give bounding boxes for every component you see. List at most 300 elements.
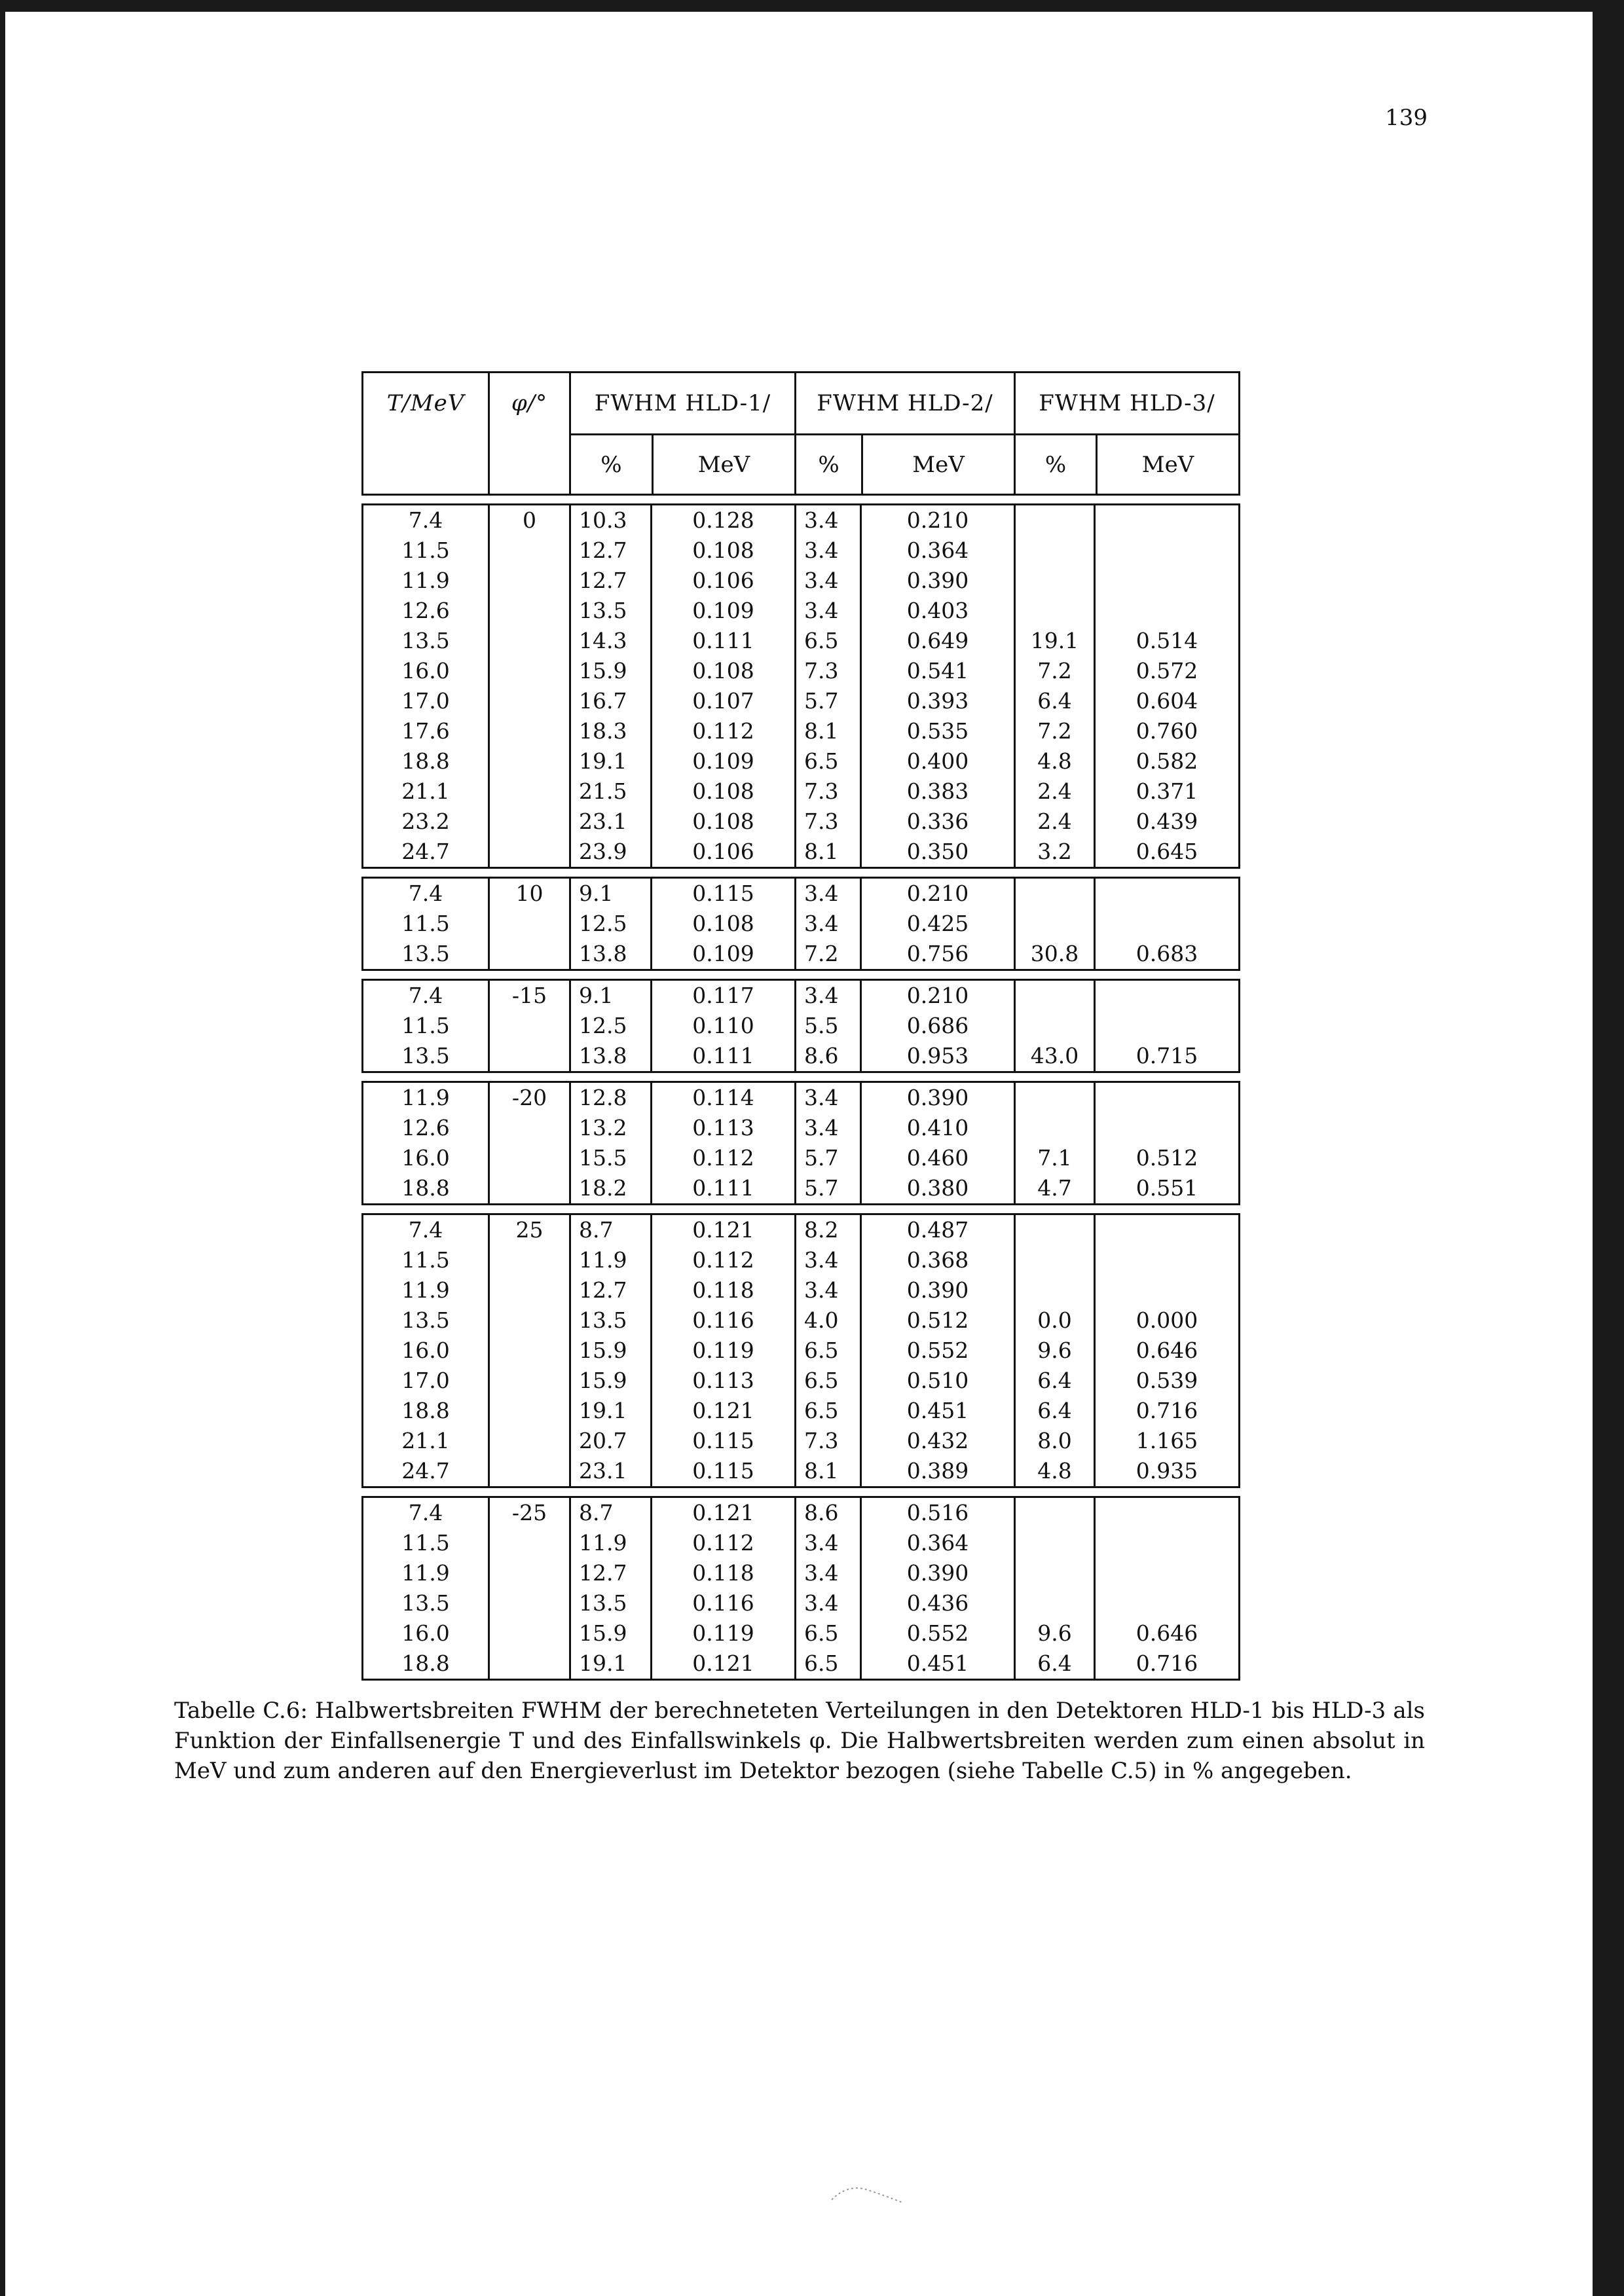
table-cell [1096, 1215, 1238, 1245]
table-cell: -15 [511, 983, 547, 1008]
header-hld1-pct: % [600, 451, 622, 478]
table-cell [1096, 566, 1238, 596]
column-h2p [796, 1498, 862, 1679]
column-h3p [1016, 1215, 1096, 1486]
table-cell: 3.4 [804, 1247, 839, 1273]
table-cell: 0.390 [906, 1277, 969, 1303]
table-cell: 0.380 [906, 1175, 969, 1201]
table-cell: 12.7 [579, 1277, 627, 1303]
table-cell: 15.5 [579, 1145, 627, 1171]
table-cell: 24.7 [401, 839, 450, 864]
table-cell: 3.4 [804, 1560, 839, 1586]
table-cell: 7.4 [408, 881, 443, 906]
table-cell: 3.4 [804, 507, 839, 533]
table-cell: 8.6 [804, 1043, 839, 1068]
table-cell: 0.487 [906, 1217, 969, 1243]
table-cell: 12.6 [401, 598, 450, 623]
table-cell: 25 [515, 1217, 544, 1243]
table-cell: 4.8 [1037, 1458, 1072, 1484]
column-phi [490, 1215, 571, 1486]
table-cell: 7.3 [804, 778, 839, 804]
table-cell [1096, 909, 1238, 939]
table-cell: 18.8 [401, 1175, 450, 1201]
table-cell: 0.646 [1135, 1620, 1198, 1646]
column-h2p [796, 1083, 862, 1203]
table-cell: 0.111 [692, 1175, 754, 1201]
table-cell: 0.439 [1135, 809, 1198, 834]
table-cell: 0.390 [906, 1560, 969, 1586]
table-cell [1096, 1011, 1238, 1041]
header-hld2-label: FWHM HLD-2/ [817, 390, 993, 416]
column-h3p [1016, 879, 1096, 969]
header-hld3-label: FWHM HLD-3/ [1039, 390, 1215, 416]
table-cell [490, 1113, 569, 1143]
table-cell: 3.4 [804, 538, 839, 563]
table-cell: 11.9 [401, 1277, 450, 1303]
table-cell: 30.8 [1030, 941, 1079, 966]
table-cell: 0.108 [692, 778, 754, 804]
table-cell: 6.4 [1037, 1650, 1072, 1676]
scan-border-right [1593, 0, 1624, 2296]
table-cell: 23.9 [579, 839, 627, 864]
table-cell [490, 1245, 569, 1275]
table-cell: 0.368 [906, 1247, 969, 1273]
table-cell: 0.116 [692, 1590, 754, 1616]
table-cell: 16.0 [401, 1145, 450, 1171]
table-cell [1016, 1275, 1094, 1305]
table-cell: 12.8 [579, 1085, 627, 1110]
table-cell: 6.5 [804, 1650, 839, 1676]
table-cell [490, 1649, 569, 1679]
table-cell: 0.364 [906, 1530, 969, 1556]
header-hld2-pct: % [818, 451, 840, 478]
table-cell: 0.115 [692, 881, 754, 906]
table-cell: 19.1 [579, 748, 627, 774]
column-h1p [571, 1215, 652, 1486]
column-h3m [1096, 505, 1238, 867]
table-cell [1096, 1245, 1238, 1275]
table-cell: 0.113 [692, 1115, 754, 1140]
table-cell: 0.451 [906, 1398, 969, 1423]
table-cell [1016, 909, 1094, 939]
table-cell: 0.516 [906, 1500, 969, 1525]
column-h2p [796, 1215, 862, 1486]
table-cell: 18.8 [401, 748, 450, 774]
table-cell: 0.108 [692, 658, 754, 683]
table-cell: 4.0 [804, 1307, 839, 1333]
table-cell [1016, 1011, 1094, 1041]
column-h1m [652, 1083, 796, 1203]
table-cell: 12.7 [579, 538, 627, 563]
header-hld2-mev: MeV [861, 435, 1014, 494]
table-cell [1016, 596, 1094, 626]
header-phi [490, 373, 571, 494]
table-cell: 9.1 [579, 881, 614, 906]
table-cell [1016, 536, 1094, 566]
table-cell [1096, 1113, 1238, 1143]
table-cell: 0.112 [692, 1247, 754, 1273]
column-h2m [862, 1215, 1016, 1486]
column-h1m [652, 1498, 796, 1679]
table-cell [490, 1618, 569, 1649]
table-cell: 8.0 [1037, 1428, 1072, 1453]
column-phi [490, 879, 571, 969]
table-cell: 23.1 [579, 1458, 627, 1484]
table-cell: 11.5 [401, 1247, 450, 1273]
table-cell: 0 [523, 507, 536, 533]
table-group-phi-25 [361, 1213, 1240, 1488]
caption-text: Halbwertsbreiten FWHM der berechneteten Verteilungen in den Detektoren HLD-1 bis HLD-3 als Funktion der Einfallsenergie T und des Einfallswinkels φ. Die Halbwertsbreiten werden zum einen absolut in MeV und zum anderen auf den Energieverlust im Detektor bezogen (siehe Tabelle C.5) in % angegeben. [174, 1698, 1425, 1784]
table-cell: 3.4 [804, 598, 839, 623]
column-h2m [862, 505, 1016, 867]
table-cell: 7.1 [1037, 1145, 1072, 1171]
table-cell: 4.8 [1037, 748, 1072, 774]
table-cell: 0.371 [1135, 778, 1198, 804]
table-cell: 0.551 [1135, 1175, 1198, 1201]
table-cell: 0.683 [1135, 941, 1198, 966]
table-body [361, 503, 1240, 1681]
table-cell: 6.5 [804, 628, 839, 653]
table-cell: 0.604 [1135, 688, 1198, 714]
table-cell: 11.9 [579, 1247, 627, 1273]
table-cell: 0.000 [1135, 1307, 1198, 1333]
header-phi-label: φ/° [511, 390, 548, 416]
table-cell: 0.119 [692, 1338, 754, 1363]
table-cell: 0.121 [692, 1650, 754, 1676]
table-cell: 13.5 [401, 941, 450, 966]
table-cell: 0.108 [692, 538, 754, 563]
table-cell [1096, 1498, 1238, 1528]
table-cell: 17.0 [401, 1368, 450, 1393]
table-cell: 0.121 [692, 1217, 754, 1243]
table-cell: 19.1 [1030, 628, 1079, 653]
table-cell: 0.390 [906, 1085, 969, 1110]
table-cell: 13.5 [401, 628, 450, 653]
table-cell: 13.5 [579, 598, 627, 623]
table-cell: 0.109 [692, 598, 754, 623]
table-cell: 0.118 [692, 1560, 754, 1586]
table-cell: 3.4 [804, 983, 839, 1008]
table-cell [490, 1426, 569, 1456]
table-cell: 0.514 [1135, 628, 1198, 653]
table-cell: 0.953 [906, 1043, 969, 1068]
table-cell: 3.4 [804, 881, 839, 906]
table-cell: 0.117 [692, 983, 754, 1008]
table-cell [490, 746, 569, 776]
table-cell: 7.3 [804, 658, 839, 683]
table-cell: 12.7 [579, 1560, 627, 1586]
table-cell: 0.115 [692, 1428, 754, 1453]
scan-border-top [0, 0, 1624, 12]
table-cell: 43.0 [1030, 1043, 1079, 1068]
table-cell [1016, 1215, 1094, 1245]
table-cell: 13.8 [579, 1043, 627, 1068]
column-T [363, 505, 490, 867]
table-cell: 0.756 [906, 941, 969, 966]
table-cell: 7.3 [804, 1428, 839, 1453]
table-cell: 10.3 [579, 507, 627, 533]
table-cell: 5.7 [804, 688, 839, 714]
table-cell: 13.5 [579, 1307, 627, 1333]
table-cell [490, 776, 569, 807]
table-cell [490, 1558, 569, 1588]
table-cell: 0.336 [906, 809, 969, 834]
table-cell: 0.0 [1037, 1307, 1072, 1333]
table-cell [490, 1143, 569, 1173]
column-h1m [652, 981, 796, 1071]
table-cell: 0.383 [906, 778, 969, 804]
table-cell: 0.403 [906, 598, 969, 623]
table-cell: 11.5 [401, 538, 450, 563]
table-cell: 5.7 [804, 1175, 839, 1201]
table-group-phi-10 [361, 877, 1240, 971]
table-cell [1096, 1528, 1238, 1558]
table-cell: 16.0 [401, 658, 450, 683]
table-cell: 0.649 [906, 628, 969, 653]
table-cell: 20.7 [579, 1428, 627, 1453]
column-h2m [862, 879, 1016, 969]
table-cell: 0.512 [1135, 1145, 1198, 1171]
table-cell: 8.1 [804, 839, 839, 864]
table-cell: 0.432 [906, 1428, 969, 1453]
table-cell: 3.4 [804, 1590, 839, 1616]
table-cell [1016, 1245, 1094, 1275]
table-cell: 8.2 [804, 1217, 839, 1243]
column-h2m [862, 1498, 1016, 1679]
table-cell: 5.7 [804, 1145, 839, 1171]
column-h1p [571, 981, 652, 1071]
table-cell: 18.8 [401, 1650, 450, 1676]
table-cell: 24.7 [401, 1458, 450, 1484]
table-cell: 13.5 [401, 1307, 450, 1333]
table-cell: 15.9 [579, 1368, 627, 1393]
table-cell: 23.2 [401, 809, 450, 834]
table-cell: 0.115 [692, 1458, 754, 1484]
table-cell: 0.539 [1135, 1368, 1198, 1393]
table-cell: 21.1 [401, 778, 450, 804]
table-cell: 8.1 [804, 718, 839, 744]
table-cell: 7.3 [804, 809, 839, 834]
table-cell: 8.1 [804, 1458, 839, 1484]
table-cell [490, 837, 569, 867]
table-cell [1096, 536, 1238, 566]
table-cell: 0.108 [692, 809, 754, 834]
header-hld1-mev: MeV [652, 435, 794, 494]
table-cell [1016, 1083, 1094, 1113]
table-cell: 4.7 [1037, 1175, 1072, 1201]
table-cell: 0.210 [906, 983, 969, 1008]
page-number: 139 [1385, 105, 1428, 131]
column-h3m [1096, 1083, 1238, 1203]
table-cell: 6.4 [1037, 688, 1072, 714]
column-phi [490, 1498, 571, 1679]
table-cell [490, 1588, 569, 1618]
table-cell: 0.935 [1135, 1458, 1198, 1484]
table-cell: 0.108 [692, 911, 754, 936]
fwhm-table [361, 371, 1240, 1681]
table-cell: 0.121 [692, 1398, 754, 1423]
table-cell: 3.2 [1037, 839, 1072, 864]
table-cell: 15.9 [579, 1620, 627, 1646]
table-cell [1096, 981, 1238, 1011]
table-cell: 0.451 [906, 1650, 969, 1676]
table-cell [490, 1275, 569, 1305]
table-cell [490, 1041, 569, 1071]
table-cell: 0.400 [906, 748, 969, 774]
table-cell [1016, 1498, 1094, 1528]
table-cell: 0.210 [906, 507, 969, 533]
table-cell: 3.4 [804, 911, 839, 936]
table-cell [490, 536, 569, 566]
table-cell: 12.5 [579, 1013, 627, 1038]
table-cell: 6.5 [804, 1368, 839, 1393]
column-h2p [796, 505, 862, 867]
column-h3p [1016, 981, 1096, 1071]
table-cell [1016, 1528, 1094, 1558]
table-cell: 11.5 [401, 1013, 450, 1038]
table-cell: 6.5 [804, 1398, 839, 1423]
table-cell: 0.106 [692, 839, 754, 864]
table-cell: 13.8 [579, 941, 627, 966]
table-group-phi-0 [361, 503, 1240, 869]
table-cell: 0.113 [692, 1368, 754, 1393]
table-cell: 0.510 [906, 1368, 969, 1393]
table-cell [490, 807, 569, 837]
table-cell: 5.5 [804, 1013, 839, 1038]
table-cell: 12.5 [579, 911, 627, 936]
table-cell: 0.350 [906, 839, 969, 864]
table-cell: 0.425 [906, 911, 969, 936]
table-cell: 0.111 [692, 628, 754, 653]
column-T [363, 1498, 490, 1679]
column-h1p [571, 1083, 652, 1203]
table-cell: 0.112 [692, 1145, 754, 1171]
table-cell: 2.4 [1037, 809, 1072, 834]
table-cell: 2.4 [1037, 778, 1072, 804]
table-cell: 13.5 [401, 1590, 450, 1616]
table-cell: 17.0 [401, 688, 450, 714]
table-cell: 21.5 [579, 778, 627, 804]
column-h1p [571, 1498, 652, 1679]
table-cell: 11.9 [401, 1560, 450, 1586]
table-cell: 0.410 [906, 1115, 969, 1140]
table-cell: 7.4 [408, 1500, 443, 1525]
column-T [363, 1083, 490, 1203]
table-cell: 8.6 [804, 1500, 839, 1525]
table-cell: 12.7 [579, 568, 627, 593]
column-T [363, 879, 490, 969]
table-cell [1016, 981, 1094, 1011]
header-hld3 [1016, 373, 1238, 494]
table-cell [490, 686, 569, 716]
table-cell [1096, 1275, 1238, 1305]
table-cell [1096, 596, 1238, 626]
table-cell: 0.121 [692, 1500, 754, 1525]
table-caption [174, 1696, 1425, 1786]
table-cell: 0.364 [906, 538, 969, 563]
table-cell: 7.4 [408, 983, 443, 1008]
table-cell: 3.4 [804, 568, 839, 593]
column-phi [490, 981, 571, 1071]
table-cell: 13.5 [401, 1043, 450, 1068]
table-cell [1016, 1113, 1094, 1143]
column-h2m [862, 981, 1016, 1071]
table-cell: 0.646 [1135, 1338, 1198, 1363]
table-cell: 0.535 [906, 718, 969, 744]
table-cell: 9.6 [1037, 1620, 1072, 1646]
header-hld2 [796, 373, 1016, 494]
table-cell: 0.128 [692, 507, 754, 533]
table-cell: 15.9 [579, 1338, 627, 1363]
column-phi [490, 1083, 571, 1203]
header-hld3-mev: MeV [1096, 435, 1238, 494]
header-T-label: T/MeV [386, 390, 465, 416]
table-cell: 0.112 [692, 1530, 754, 1556]
table-cell [490, 596, 569, 626]
table-cell: 9.1 [579, 983, 614, 1008]
table-cell [490, 1396, 569, 1426]
table-cell: 18.8 [401, 1398, 450, 1423]
table-cell: 0.552 [906, 1338, 969, 1363]
table-cell [490, 1336, 569, 1366]
table-cell: 13.2 [579, 1115, 627, 1140]
table-cell: 0.541 [906, 658, 969, 683]
table-cell: 0.716 [1135, 1650, 1198, 1676]
table-cell: 0.582 [1135, 748, 1198, 774]
header-hld1 [571, 373, 796, 494]
table-cell: -20 [511, 1085, 547, 1110]
table-cell [490, 1305, 569, 1336]
table-cell: 6.4 [1037, 1398, 1072, 1423]
table-cell: 0.118 [692, 1277, 754, 1303]
table-cell [490, 1528, 569, 1558]
table-cell [490, 939, 569, 969]
table-cell: 3.4 [804, 1085, 839, 1110]
table-cell: 16.0 [401, 1620, 450, 1646]
table-cell [490, 566, 569, 596]
table-cell: 0.109 [692, 941, 754, 966]
table-cell: 7.2 [804, 941, 839, 966]
table-cell: 0.715 [1135, 1043, 1198, 1068]
table-cell: 11.5 [401, 1530, 450, 1556]
table-cell: 0.716 [1135, 1398, 1198, 1423]
header-T [363, 373, 490, 494]
table-cell: 13.5 [579, 1590, 627, 1616]
column-h3p [1016, 1083, 1096, 1203]
table-cell: 7.2 [1037, 718, 1072, 744]
table-cell: 6.5 [804, 1620, 839, 1646]
header-hld3-pct: % [1044, 451, 1067, 478]
table-cell: 0.393 [906, 688, 969, 714]
header-hld1-label: FWHM HLD-1/ [594, 390, 771, 416]
column-h1p [571, 505, 652, 867]
table-cell [1016, 566, 1094, 596]
table-cell [1096, 1558, 1238, 1588]
table-cell [490, 1173, 569, 1203]
table-cell: 11.9 [401, 568, 450, 593]
table-cell [490, 1011, 569, 1041]
table-cell: 0.210 [906, 881, 969, 906]
column-h1p [571, 879, 652, 969]
table-cell: 1.165 [1135, 1428, 1198, 1453]
table-cell: 0.111 [692, 1043, 754, 1068]
table-cell: 0.760 [1135, 718, 1198, 744]
table-cell [1016, 1558, 1094, 1588]
table-cell: 11.9 [579, 1530, 627, 1556]
table-cell: 0.389 [906, 1458, 969, 1484]
table-cell [1096, 1588, 1238, 1618]
table-group-phi--25 [361, 1496, 1240, 1681]
